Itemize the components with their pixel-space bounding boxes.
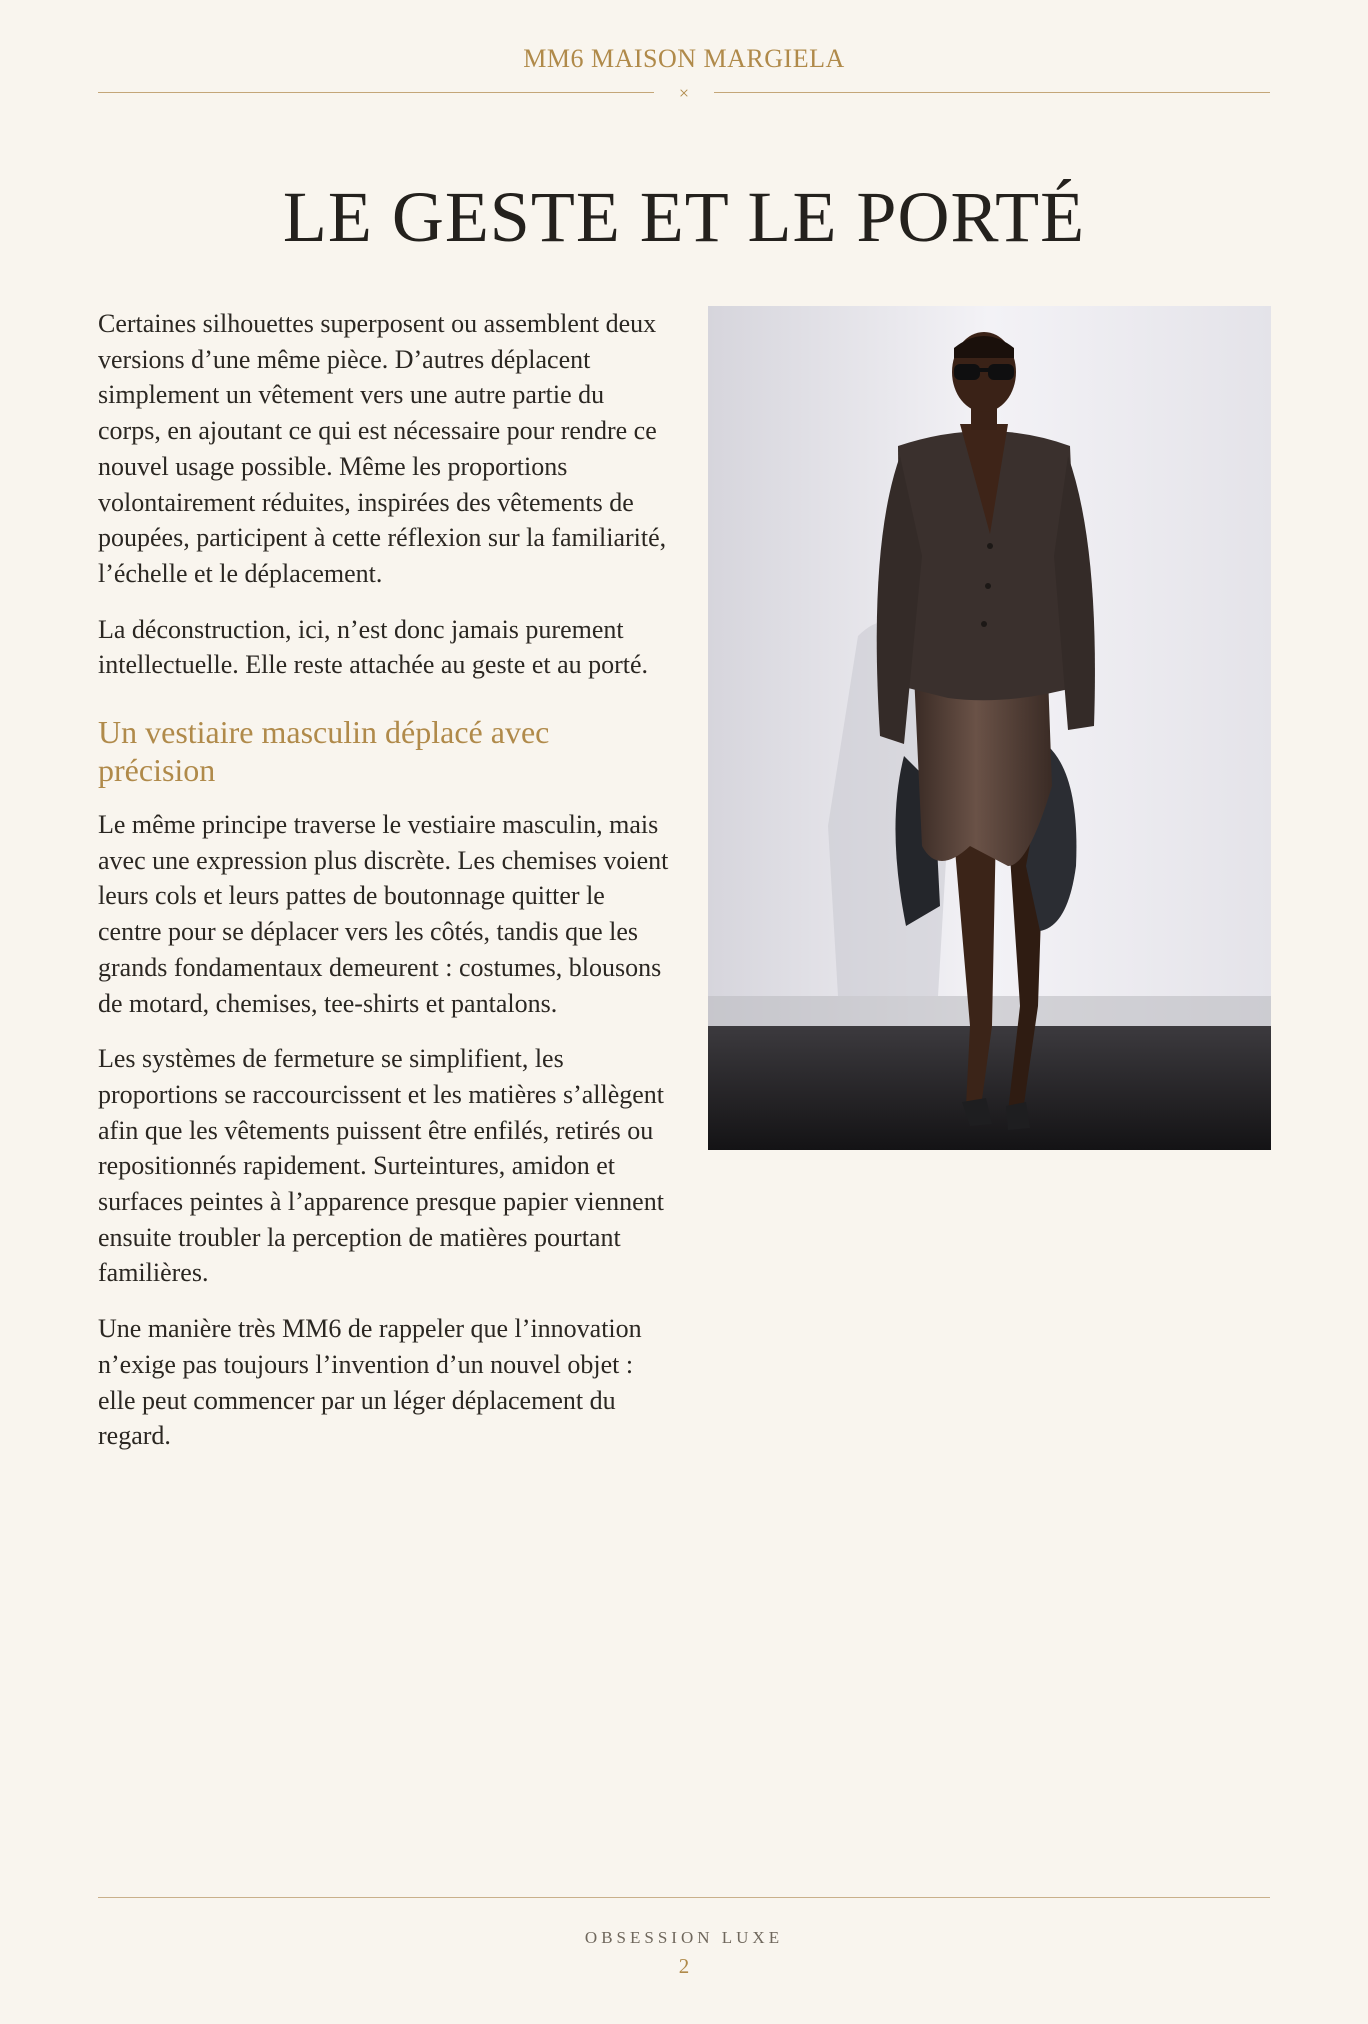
article-body xyxy=(98,306,670,1474)
paragraph: Le même principe traverse le vestiaire masculin, mais avec une expression plus discrète. Les chemises voient leurs cols et leurs pattes de boutonnage quitter le centre pour se déplacer vers les côtés, tandis que les grands fondamentaux demeurent : costumes, blousons de motard, chemises, tee-shirts et pantalons. xyxy=(98,810,669,1018)
footer-publication-name: OBSESSION LUXE xyxy=(584,1928,784,1947)
paragraph: La déconstruction, ici, n’est donc jamais purement intellectuelle. Elle reste attachée au geste et au porté. xyxy=(98,614,649,680)
page-title: LE GESTE ET LE PORTÉ xyxy=(282,177,1086,257)
brand-name: MM6 MAISON MARGIELA xyxy=(523,44,845,73)
paragraph: Une manière très MM6 de rappeler que l’innovation n’exige pas toujours l’invention d’un nouvel objet : elle peut commencer par un léger déplacement du regard. xyxy=(98,1314,642,1451)
header-ornament: × xyxy=(678,83,690,103)
paragraph: Les systèmes de fermeture se simplifient, les proportions se raccourcissent et les matières s’allègent afin que les vêtements puissent être enfilés, retirés ou repositionnés rapidement. Surteintures, amidon et surfaces peintes à l’apparence presque papier viennent ensuite troubler la perception de matières pourtant familières. xyxy=(98,1044,665,1288)
header-rule-right xyxy=(714,92,1270,93)
paragraph: Certaines silhouettes superposent ou assemblent deux versions d’une même pièce. D’autres déplacent simplement un vêtement vers une autre partie du corps, en ajoutant ce qui est nécessaire pour rendre ce nouvel usage possible. Même les proportions volontairement réduites, inspirées des vêtements de poupées, participent à cette réflexion sur la familiarité, l’échelle et le déplacement. xyxy=(98,309,667,588)
header-rule-left xyxy=(98,92,654,93)
runway-photo xyxy=(708,306,1271,1150)
section-subheading: Un vestiaire masculin déplacé avec précision xyxy=(98,714,550,789)
page-number: 2 xyxy=(678,1954,690,1978)
footer-rule xyxy=(98,1897,1270,1898)
